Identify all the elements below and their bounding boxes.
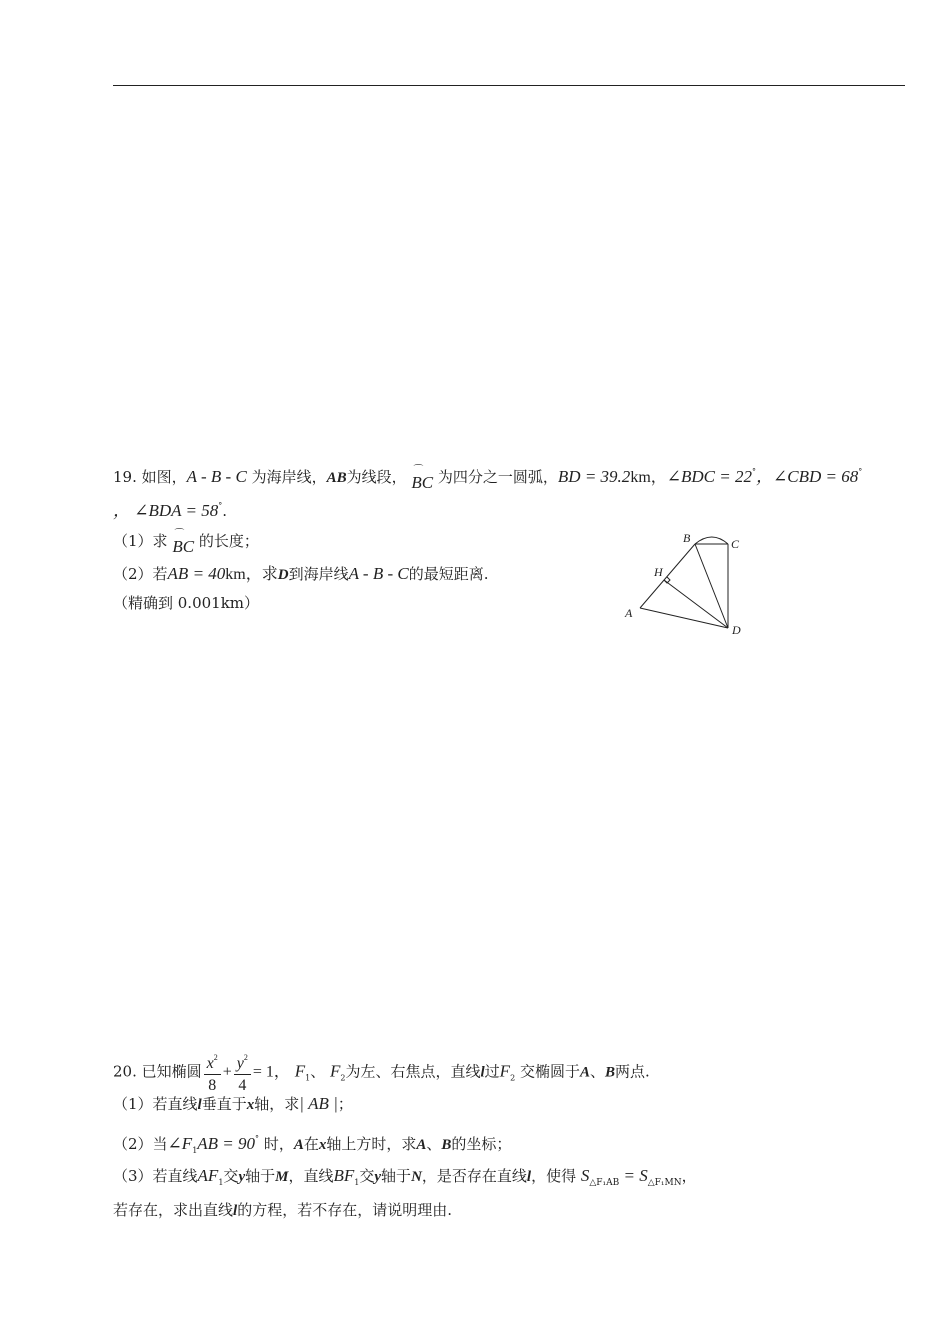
arc-bc (695, 537, 728, 544)
q19-part2: （2）若AB = 40km，求D到海岸线A - B - C的最短距离. (113, 564, 489, 583)
q20-part3: （3）若直线$AF_1$交y轴于M，直线$BF_1$交y轴于N，是否存在直线l，使得 $S_{\triangle F_1AB} = S_{\triangle F_1MN}$， (113, 1166, 697, 1188)
arc-bc-symbol: ⌒ BC (172, 529, 195, 556)
header-rule (113, 85, 905, 86)
q20-part3-cont: 若存在，求出直线l的方程，若不存在，请说明理由. (113, 1201, 452, 1219)
q19-precision: （精确到 0.001km） (113, 594, 260, 612)
arc-bc-symbol: ⌒ BC (411, 465, 434, 492)
fraction-x2-8: $\frac{x^2}{8}$ (204, 1048, 221, 1097)
q20-part2: （2）当$\angle F_1AB = 90^\circ$ 时，A在x轴上方时，求A、B的坐标； (113, 1134, 512, 1155)
q19-figure (620, 528, 750, 640)
fraction-y2-4: $\frac{y^2}{4}$ (234, 1048, 251, 1097)
label-b: B (683, 531, 691, 545)
q20-part1: （1）若直线l垂直于x轴，求| AB |； (113, 1094, 353, 1113)
label-d: D (732, 623, 741, 637)
q19-line1: 19. 如图，A - B - C 为海岸线，AB为线段， ⌒ BC 为四分之一圆弧，BD = 39.2km，∠BDC = 22°，∠CBD = 68° (113, 465, 863, 492)
label-c: C (731, 537, 740, 551)
segment-ab (640, 544, 695, 608)
q20-line1: 20. 已知椭圆 $\frac{x^2}{8}$ + $\frac{y^2}{4}$ = 1， $F_1$、 $F_2$为左、右焦点，直线l过$F_2$ 交椭圆于A、B两点. (113, 1048, 650, 1100)
q19-line2: ， ∠BDA = 58°. (113, 501, 227, 520)
q19-part1: （1）求 ⌒ BC 的长度； (113, 529, 259, 556)
label-h: H (654, 565, 663, 579)
q19-number: 19. (113, 468, 137, 486)
label-a: A (625, 606, 633, 620)
